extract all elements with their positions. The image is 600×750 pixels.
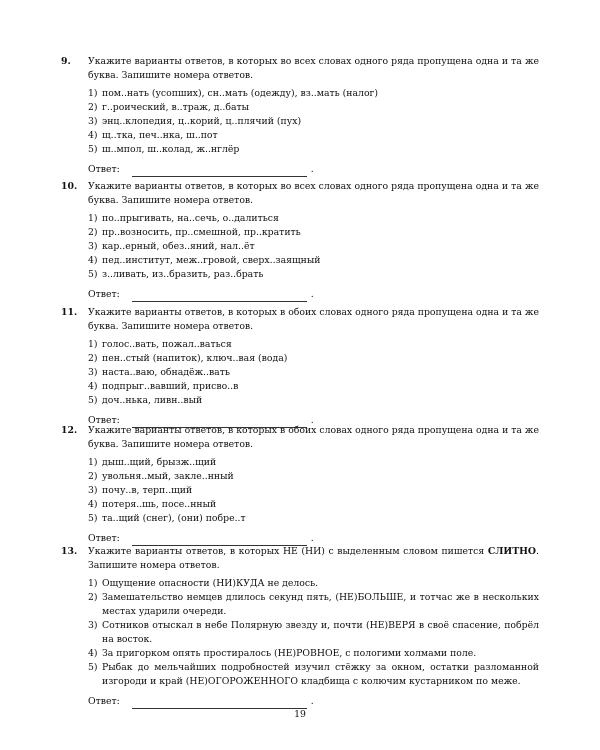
option-number: 3) — [88, 241, 98, 252]
option-text: кар..ерный, обез..яний, нал..ёт — [102, 241, 255, 252]
option-number: 2) — [88, 592, 98, 603]
option-number: 4) — [88, 648, 98, 659]
option-number: 4) — [88, 130, 98, 141]
option-number: 5) — [88, 269, 98, 280]
option-number: 5) — [88, 144, 98, 155]
option-text: За пригорком опять простиралось (НЕ)РОВНОЕ, с пологими холмами поле. — [102, 648, 477, 659]
task-instruction-bold: СЛИТНО — [487, 546, 537, 557]
answer-field[interactable] — [132, 166, 307, 177]
option-number: 4) — [88, 381, 98, 392]
option-item — [88, 101, 539, 115]
option-item — [88, 254, 539, 268]
option-item — [88, 366, 539, 380]
answer-label: Ответ: — [88, 533, 120, 544]
options-list — [88, 338, 539, 408]
option-number: 1) — [88, 339, 98, 350]
answer-label: Ответ: — [88, 696, 120, 707]
option-item — [88, 619, 539, 647]
option-item — [88, 394, 539, 408]
option-number: 3) — [88, 367, 98, 378]
option-text: пен..стый (напиток), ключ..вая (вода) — [102, 353, 288, 364]
option-item — [88, 484, 539, 498]
options-list — [88, 87, 539, 157]
option-number: 4) — [88, 499, 98, 510]
answer-label: Ответ: — [88, 164, 120, 175]
option-item — [88, 338, 539, 352]
option-number: 1) — [88, 88, 98, 99]
option-text: Ощущение опасности (НИ)КУДА не делось. — [102, 578, 319, 589]
option-text: наста..ваю, обнадёж..вать — [102, 367, 230, 378]
option-item — [88, 226, 539, 240]
answer-dot: . — [310, 164, 314, 175]
option-item — [88, 212, 539, 226]
task-13 — [61, 545, 539, 709]
option-number: 2) — [88, 471, 98, 482]
option-text: щ..тка, печ..нка, ш..пот — [102, 130, 218, 141]
task-12 — [61, 424, 539, 546]
option-text: пр..возносить, пр..смешной, пр..кратить — [102, 227, 301, 238]
option-text: увольня..мый, закле..нный — [102, 471, 234, 482]
option-number: 1) — [88, 578, 98, 589]
option-item — [88, 577, 539, 591]
option-number: 4) — [88, 255, 98, 266]
option-number: 2) — [88, 102, 98, 113]
answer-dot: . — [310, 415, 314, 426]
option-item — [88, 512, 539, 526]
option-text: з..ливать, из..бразить, раз..брать — [102, 269, 264, 280]
option-item — [88, 87, 539, 101]
option-number: 2) — [88, 353, 98, 364]
option-text: по..прыгивать, на..сечь, о..далиться — [102, 213, 279, 224]
option-number: 5) — [88, 513, 98, 524]
option-number: 5) — [88, 395, 98, 406]
option-item — [88, 456, 539, 470]
options-list — [88, 456, 539, 526]
task-number: 10. — [61, 181, 78, 192]
answer-dot: . — [310, 533, 314, 544]
task-9 — [61, 55, 539, 177]
option-text: почу..в, терп..щий — [102, 485, 193, 496]
option-item — [88, 380, 539, 394]
answer-label: Ответ: — [88, 289, 120, 300]
option-number: 3) — [88, 485, 98, 496]
option-text: подпрыг..вавший, присво..в — [102, 381, 239, 392]
option-item — [88, 647, 539, 661]
option-text: Замешательство немцев длилось секунд пять, (НЕ)БОЛЬШЕ, и тотчас же в нескольких местах ударили очереди. — [102, 592, 539, 617]
option-text: Рыбак до мельчайших подробностей изучил стёжку за окном, остатки разломанной изгороди и край (НЕ)ОГОРОЖЕННОГО кладбища с колючим кустарником по меже. — [102, 662, 539, 687]
option-text: потеря..шь, посе..нный — [102, 499, 217, 510]
answer-row — [88, 695, 539, 709]
option-number: 3) — [88, 116, 98, 127]
task-instruction: Укажите варианты ответов, в которых в обоих словах одного ряда пропущена одна и та же буква. Запишите номера ответов. — [88, 425, 539, 450]
page-number: 19 — [294, 709, 306, 720]
option-item — [88, 661, 539, 689]
option-item — [88, 240, 539, 254]
option-text: пом..нать (усопших), сн..мать (одежду), вз..мать (налог) — [102, 88, 379, 99]
option-text: г..роический, в..траж, д..баты — [102, 102, 250, 113]
answer-row — [88, 163, 539, 177]
option-number: 1) — [88, 457, 98, 468]
option-text: доч..нька, ливн..вый — [102, 395, 203, 406]
answer-dot: . — [310, 289, 314, 300]
option-item — [88, 143, 539, 157]
option-text: дыш..щий, брызж..щий — [102, 457, 217, 468]
option-text: пед..институт, меж..гровой, сверх..заящный — [102, 255, 321, 266]
options-list — [88, 577, 539, 689]
option-text: голос..вать, пожал..ваться — [102, 339, 232, 350]
task-number: 13. — [61, 546, 78, 557]
option-item — [88, 352, 539, 366]
task-10 — [61, 180, 539, 302]
option-text: энц..клопедия, ц..корий, ц..плячий (пух) — [102, 116, 302, 127]
task-instruction — [88, 545, 539, 573]
task-instruction-start: Укажите варианты ответов, в которых НЕ (НИ) с выделенным словом пишется — [88, 546, 488, 557]
option-number: 3) — [88, 620, 98, 631]
answer-dot: . — [310, 696, 314, 707]
task-instruction: Укажите варианты ответов, в которых во всех словах одного ряда пропущена одна и та же буква. Запишите номера ответов. — [88, 181, 539, 206]
option-text: та..щий (снег), (они) побре..т — [102, 513, 246, 524]
answer-field[interactable] — [132, 291, 307, 302]
option-item — [88, 591, 539, 619]
task-number: 11. — [61, 307, 78, 318]
option-text: ш..мпол, ш..колад, ж..нглёр — [102, 144, 240, 155]
task-instruction: Укажите варианты ответов, в которых в обоих словах одного ряда пропущена одна и та же буква. Запишите номера ответов. — [88, 307, 539, 332]
task-number: 12. — [61, 425, 78, 436]
option-item — [88, 129, 539, 143]
option-item — [88, 115, 539, 129]
answer-row — [88, 288, 539, 302]
option-item — [88, 498, 539, 512]
answer-label: Ответ: — [88, 415, 120, 426]
task-instruction: Укажите варианты ответов, в которых во всех словах одного ряда пропущена одна и та же буква. Запишите номера ответов. — [88, 56, 539, 81]
option-number: 1) — [88, 213, 98, 224]
task-number: 9. — [61, 56, 71, 67]
task-instruction-end: . Запишите номера ответов. — [88, 546, 539, 571]
option-item — [88, 470, 539, 484]
option-item — [88, 268, 539, 282]
options-list — [88, 212, 539, 282]
option-text: Сотников отыскал в небе Полярную звезду и, почти (НЕ)ВЕРЯ в своё спасение, побрёл на восток. — [102, 620, 539, 645]
option-number: 5) — [88, 662, 98, 673]
answer-row — [88, 532, 539, 546]
task-11 — [61, 306, 539, 428]
option-number: 2) — [88, 227, 98, 238]
